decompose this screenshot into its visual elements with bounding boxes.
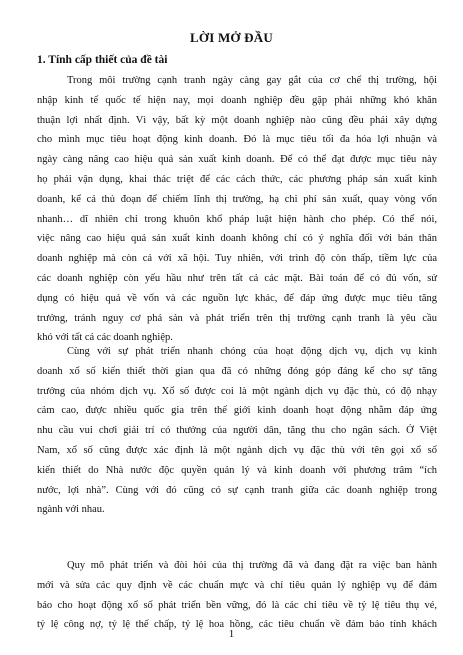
- paragraph-2: [37, 342, 437, 520]
- paragraph-line: Cùng với sự phát triển nhanh chóng của hoạt động dịch vụ, dịch vụ kinh: [67, 346, 437, 357]
- paragraph-line: Trong môi trường cạnh tranh ngày càng gay gắt của cơ chế thị trường, hội: [67, 75, 437, 86]
- paragraph-line: ngành với nhau.: [37, 504, 105, 516]
- paragraph-line: nhanh… dĩ nhiên chỉ trong khuôn khổ pháp luật hiện hành cho phép. Có thể nói,: [37, 213, 437, 225]
- paragraph-line: cho mình mục tiêu hoạt động kinh doanh. Đó là mục tiêu tối đa hóa lợi nhuận và: [37, 134, 437, 146]
- paragraph-1: [37, 71, 437, 348]
- paragraph-line: thuận lợi nhất định. Vì vậy, bất kỳ một doanh nghiệp nào cũng đều phải xây dựng: [37, 114, 437, 126]
- paragraph-line: bảo cho hoạt động xổ số phát triển bền vững, đó là các chỉ tiêu về tỷ lệ tiêu thụ vé,: [37, 599, 437, 611]
- paragraph-line: Quy mô phát triển và đòi hỏi của thị trường đã và đang đặt ra việc ban hành: [67, 560, 437, 571]
- paragraph-line: họ phải vận dụng, khai thác triệt để các cách thức, các phương pháp sản xuất kinh: [37, 173, 437, 185]
- paragraph-line: khó với tất cả các doanh nghiệp.: [37, 332, 173, 344]
- paragraph-line: nhu cầu vui chơi giải trí có thưởng của người dân, tăng thu cho ngân sách. Ở Việt: [37, 425, 437, 437]
- page-number: 1: [228, 628, 235, 640]
- paragraph-line: doanh, kể cả thủ đoạn để chiếm lĩnh thị trường, hạ chi phí sản xuất, quay vòng vốn: [37, 193, 437, 205]
- paragraph-line: việc nâng cao hiệu quả sản xuất kinh doanh không chỉ có ý nghĩa đối với bản thân: [37, 233, 437, 245]
- paragraph-line: trưởng, tránh nguy cơ phá sản và phát triển trên thị trường cạnh tranh là yêu cầu: [37, 312, 437, 324]
- paragraph-line: kiến thiết do Nhà nước độc quyền quản lý và kinh doanh với phương trâm “ích: [37, 464, 437, 476]
- paragraph-line: tỷ lệ công nợ, tỷ lệ thế chấp, tỷ lệ hoa hồng, các tiêu chuẩn về đảm bảo tính khách: [37, 619, 437, 631]
- paragraph-line: nước, lợi nhà”. Cùng với đó cũng có sự cạnh tranh giữa các doanh nghiệp trong: [37, 484, 437, 496]
- paragraph-line: trưởng của nhóm dịch vụ. Xổ số được coi là một ngành dịch vụ đặc thù, có độ nhạy: [37, 385, 437, 397]
- page-title: LỜI MỞ ĐẦU: [190, 30, 273, 45]
- paragraph-line: cảm cao, được nhiều quốc gia trên thế giới kinh doanh hoạt động nhằm đáp ứng: [37, 405, 437, 417]
- paragraph-line: doanh nghiệp mà còn cả với xã hội. Tuy nhiên, với trình độ còn thấp, tiềm lực của: [37, 253, 437, 265]
- paragraph-line: các doanh nghiệp còn yếu hầu như trên tất cả các mặt. Bài toán để có đủ vốn, sử: [37, 272, 437, 284]
- paragraph-line: ngày càng nâng cao hiệu quả sản xuất kinh doanh. Để có thể đạt được mục tiêu này: [37, 154, 437, 166]
- paragraph-line: Nam, xổ số cũng được xác định là một ngành dịch vụ đặc thù với tên gọi xổ số: [37, 444, 437, 456]
- paragraph-line: dụng có hiệu quả về vốn và các nguồn lực khác, để đáp ứng được mục tiêu tăng: [37, 292, 437, 304]
- paragraph-line: mới và sửa các quy định về các chuẩn mực và chỉ tiêu quản lý nghiệp vụ để đảm: [37, 579, 437, 591]
- section-heading: 1. Tính cấp thiết của đề tài: [37, 54, 168, 66]
- paragraph-line: nhập kinh tế quốc tế hiện nay, mọi doanh nghiệp đều gặp phải những khó khăn: [37, 94, 437, 106]
- paragraph-3: [37, 556, 437, 635]
- paragraph-line: doanh xổ số kiến thiết thời gian qua đã có những đóng góp đáng kể cho sự tăng: [37, 365, 437, 377]
